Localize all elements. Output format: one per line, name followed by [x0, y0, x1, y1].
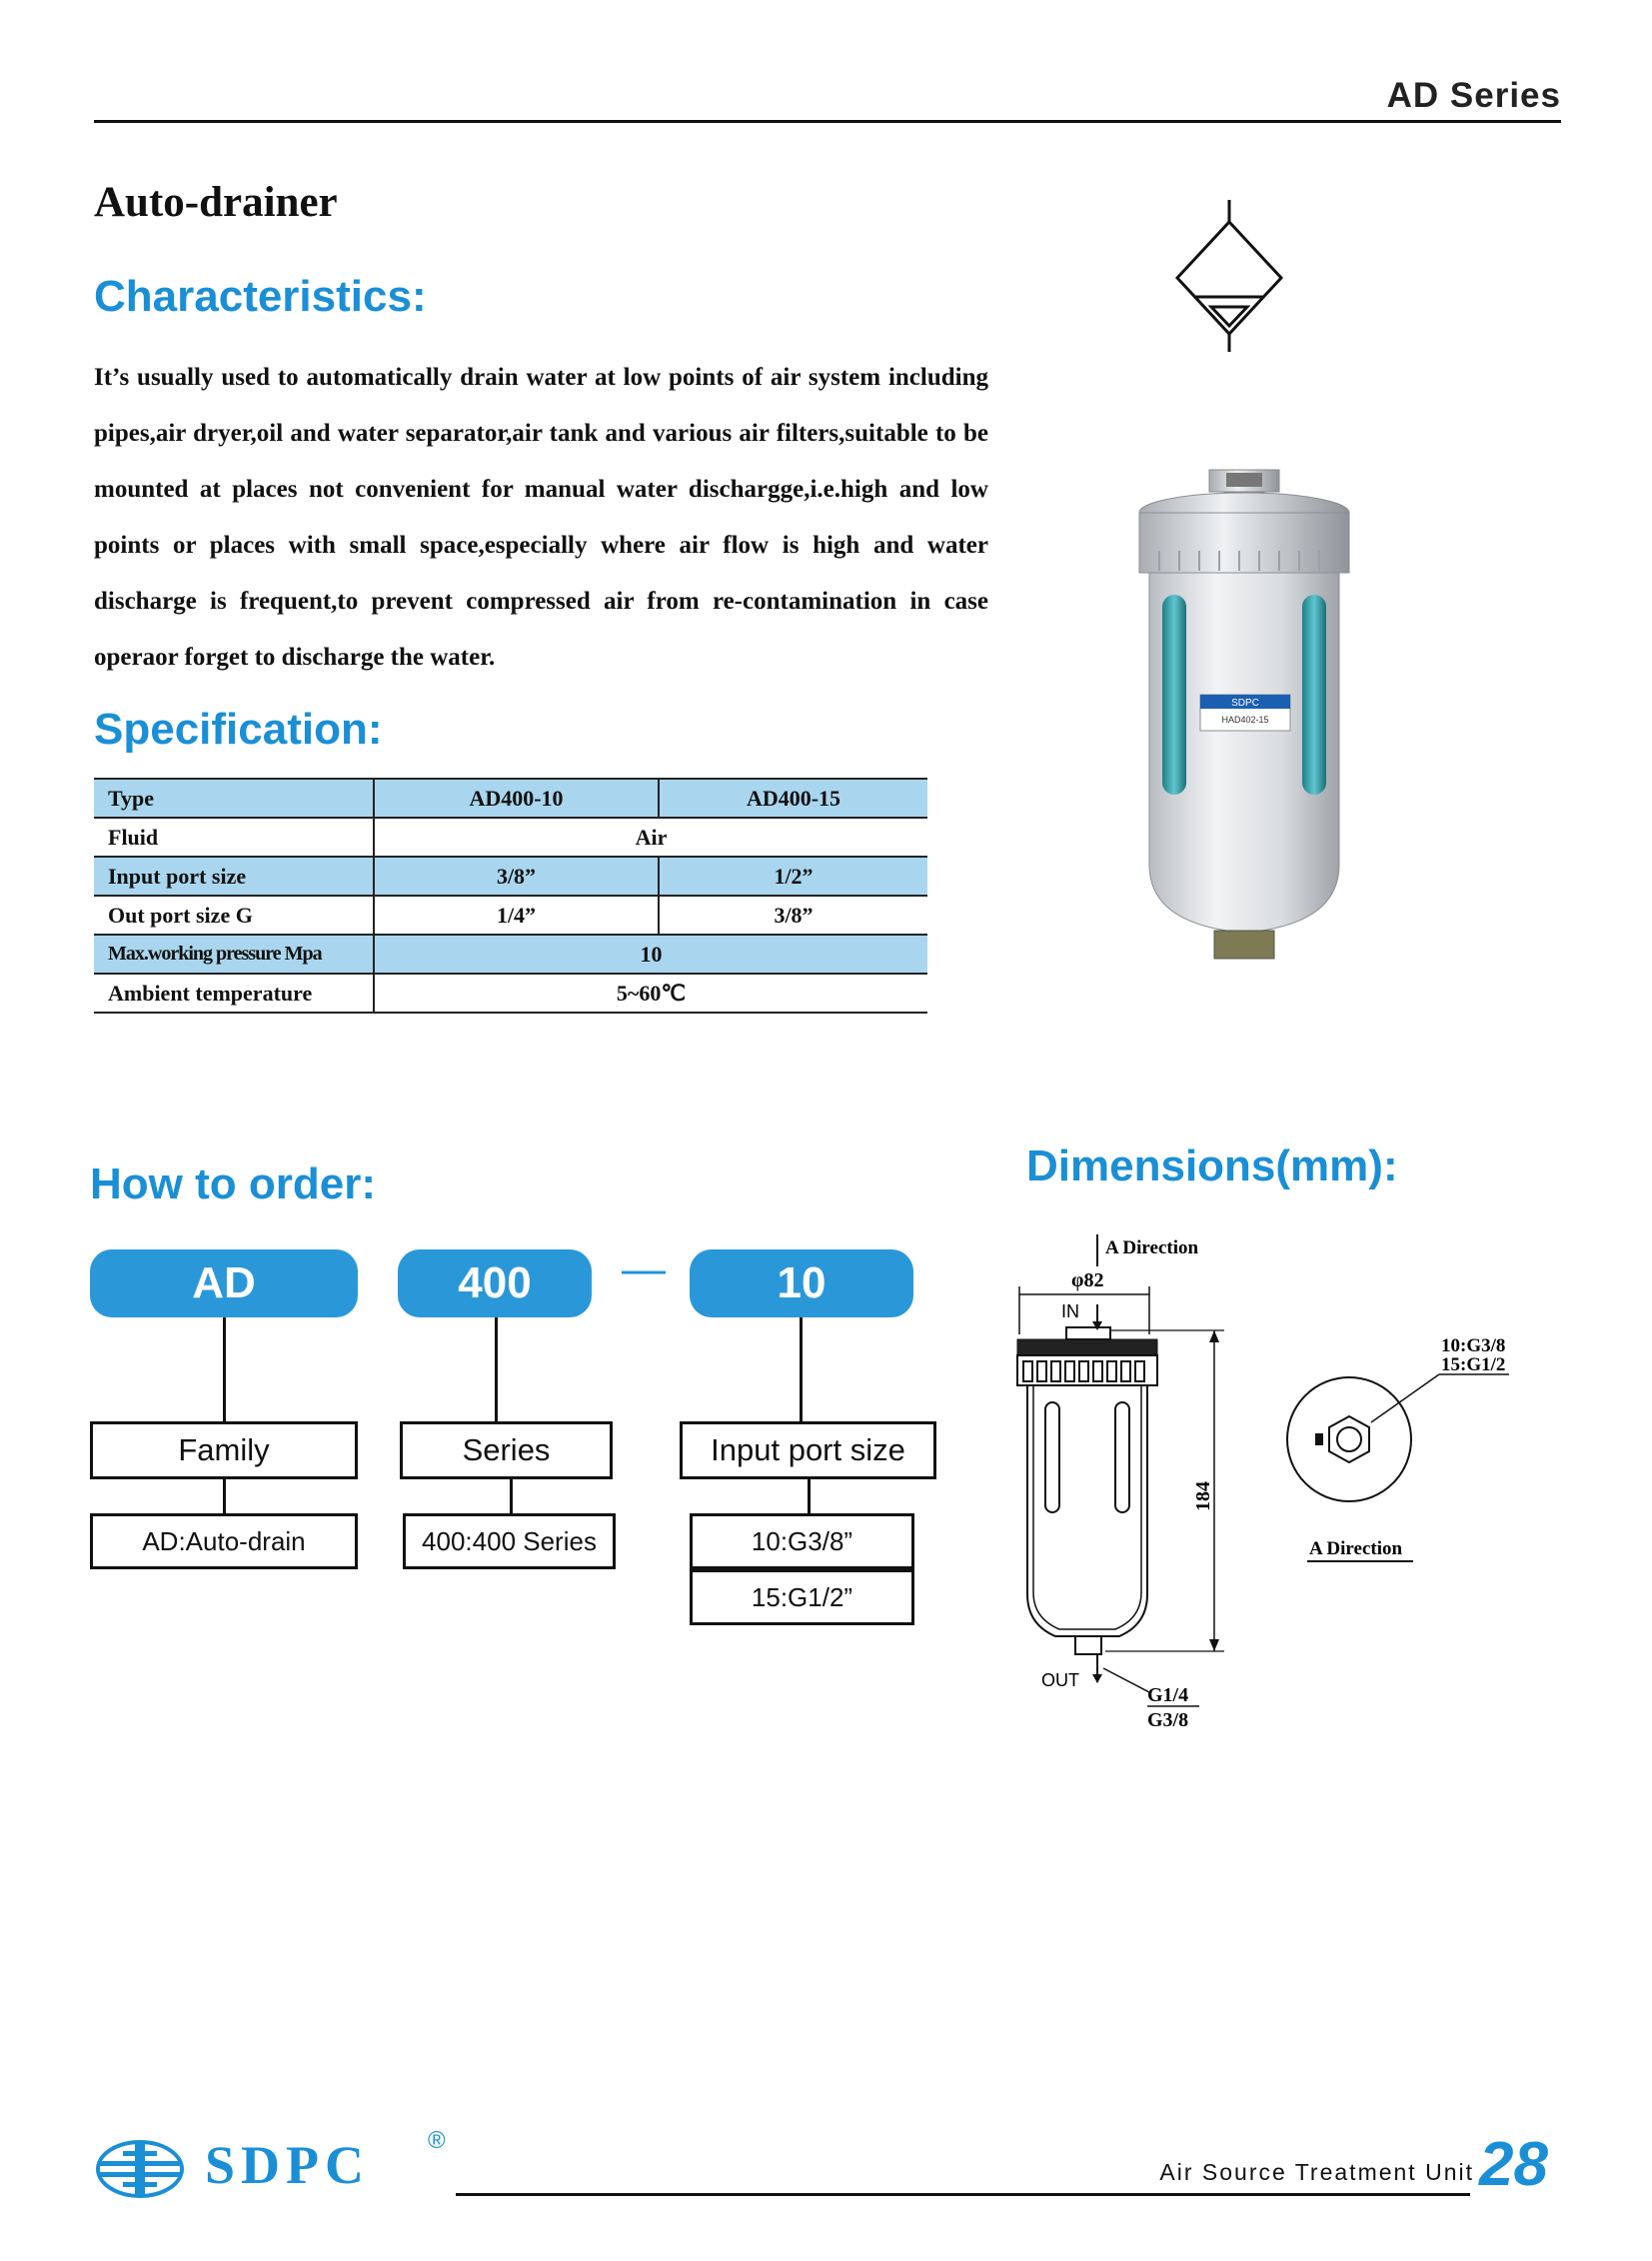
footer-rule [456, 2193, 1470, 2196]
input-port-box: Input port size [680, 1421, 936, 1479]
table-cell: 5~60℃ [374, 974, 927, 1013]
a-direction-view-label: A Direction [1309, 1538, 1403, 1559]
table-cell: 1/2” [659, 857, 927, 896]
table-row [94, 974, 927, 1013]
footer-text: Air Source Treatment Unit [1159, 2159, 1474, 2185]
characteristics-heading: Characteristics: [94, 272, 427, 321]
connector-line [223, 1317, 226, 1421]
table-cell: 10 [374, 935, 927, 974]
port-option-10: 10:G3/8” [690, 1513, 914, 1569]
connector-line [223, 1479, 226, 1515]
table-row [94, 779, 927, 818]
specification-heading: Specification: [94, 705, 383, 754]
family-option: AD:Auto-drain [90, 1513, 358, 1569]
connector-line [808, 1479, 811, 1515]
code-pill-series: 400 [398, 1249, 592, 1317]
series-option: 400:400 Series [403, 1513, 616, 1569]
page-number: 28 [1479, 2130, 1548, 2199]
footer-brand: SDPC [205, 2135, 371, 2195]
in-label: IN [1061, 1301, 1079, 1321]
diameter-label: φ82 [1071, 1269, 1104, 1291]
table-cell: 1/4” [374, 896, 659, 935]
dimensions-heading: Dimensions(mm): [1026, 1141, 1398, 1190]
product-title: Auto-drainer [94, 179, 338, 226]
table-cell: Type [94, 779, 374, 818]
table-cell: AD400-10 [374, 779, 659, 818]
connector-line [800, 1317, 803, 1421]
connector-line [495, 1317, 498, 1421]
code-pill-family: AD [90, 1249, 358, 1317]
code-dash: — [622, 1244, 666, 1293]
table-row [94, 935, 927, 974]
table-cell: 3/8” [659, 896, 927, 935]
height-label: 184 [1192, 1481, 1214, 1511]
table-cell: AD400-15 [659, 779, 927, 818]
port-option-15: 15:G1/2” [690, 1569, 914, 1625]
out-thread-2: G3/8 [1147, 1709, 1189, 1731]
table-cell: Max.working pressure Mpa [94, 935, 374, 974]
photo-model: HAD402-15 [1221, 715, 1269, 725]
photo-brand: SDPC [1231, 698, 1259, 709]
dimension-drawing [1009, 1224, 1549, 1744]
table-cell: Air [374, 818, 927, 857]
series-label: AD Series [1386, 76, 1561, 115]
registered-mark: ® [428, 2127, 446, 2154]
table-cell: Out port size G [94, 896, 374, 935]
product-photo [1114, 465, 1374, 985]
table-cell: Fluid [94, 818, 374, 857]
table-row [94, 818, 927, 857]
characteristics-text: It’s usually used to automatically drain water at low points of air system including pipes,air dryer,oil and water separator,air tank and various air filters,suitable to be mounted at places not convenient for manual water discharggе,i.e.high and low points or places with small space,especially where air flow is high and water discharge is frequent,to prevent compressed air from re-contamination in case operaor forget to discharge the water. [94, 364, 988, 671]
a-direction-top-label: A Direction [1105, 1237, 1199, 1258]
specification-table [94, 778, 927, 1014]
code-pill-port: 10 [690, 1249, 913, 1317]
table-cell: Input port size [94, 857, 374, 896]
how-to-order-heading: How to order: [90, 1159, 376, 1208]
family-box: Family [90, 1421, 358, 1479]
drain-symbol-icon [1159, 200, 1299, 360]
out-thread-1: G1/4 [1147, 1684, 1189, 1706]
out-label: OUT [1041, 1670, 1079, 1690]
table-cell: Ambient temperature [94, 974, 374, 1013]
table-row [94, 896, 927, 935]
side-thread-1: 10:G3/8 [1441, 1335, 1506, 1356]
header-rule [94, 120, 1561, 123]
connector-line [510, 1479, 513, 1515]
table-cell: 3/8” [374, 857, 659, 896]
sdpc-logo-icon [95, 2139, 185, 2199]
table-row [94, 857, 927, 896]
side-thread-2: 15:G1/2 [1441, 1354, 1506, 1375]
series-box: Series [400, 1421, 613, 1479]
